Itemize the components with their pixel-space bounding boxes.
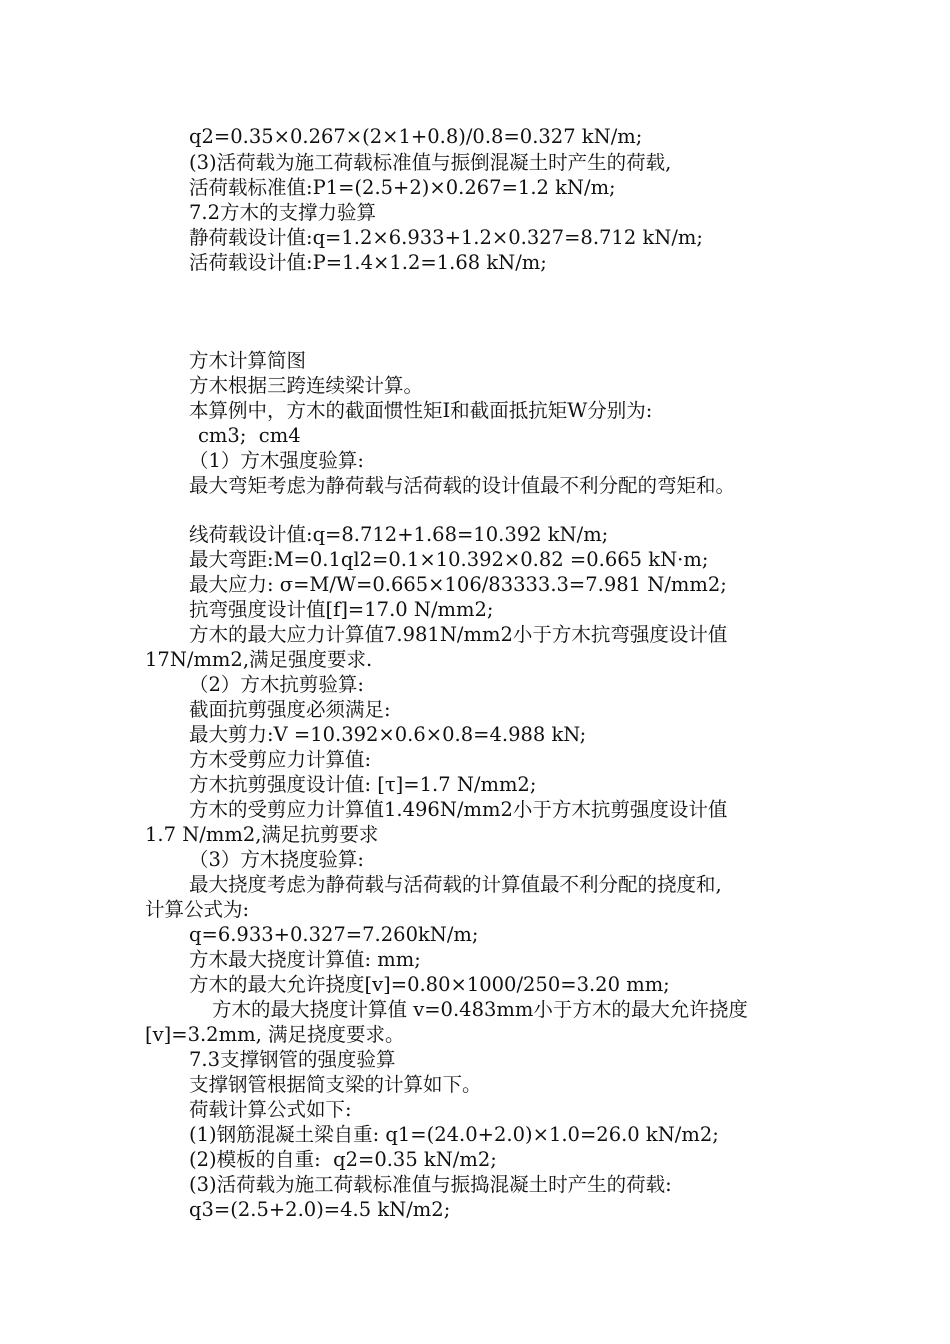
text-line: 最大应力: σ=M/W=0.665×106/83333.3=7.981 N/mm2;: [189, 573, 727, 596]
text-line: 方木抗剪强度设计值: [τ]=1.7 N/mm2;: [189, 773, 537, 796]
subsection-heading: （1）方木强度验算:: [189, 449, 364, 472]
text-line: 线荷载设计值:q=8.712+1.68=10.392 kN/m;: [189, 523, 609, 546]
text-line: 计算公式为:: [145, 898, 250, 921]
subsection-heading: （3）方木挠度验算:: [189, 848, 364, 871]
text-line: 最大剪力:V =10.392×0.6×0.8=4.988 kN;: [189, 723, 587, 746]
text-line: 方木最大挠度计算值: mm;: [189, 948, 421, 971]
text-line: 活荷载标准值:P1=(2.5+2)×0.267=1.2 kN/m;: [189, 176, 616, 199]
section-heading: 7.3支撑钢管的强度验算: [189, 1048, 396, 1071]
text-line: q3=(2.5+2.0)=4.5 kN/m2;: [189, 1198, 451, 1221]
text-line: q2=0.35×0.267×(2×1+0.8)/0.8=0.327 kN/m;: [189, 125, 643, 148]
text-line: 方木受剪应力计算值:: [189, 748, 372, 771]
text-line: 支撑钢管根据简支梁的计算如下。: [189, 1073, 482, 1096]
text-line: q=6.933+0.327=7.260kN/m;: [189, 923, 479, 946]
text-line: 本算例中，方木的截面惯性矩I和截面抵抗矩W分别为:: [189, 399, 653, 422]
text-line: [v]=3.2mm, 满足挠度要求。: [145, 1023, 405, 1046]
text-line: 方木根据三跨连续梁计算。: [189, 374, 424, 397]
text-line: (3)活荷载为施工荷载标准值与振捣混凝土时产生的荷载:: [189, 1173, 672, 1196]
text-line: 方木的最大应力计算值7.981N/mm2小于方木抗弯强度设计值: [189, 623, 728, 646]
section-heading: 7.2方木的支撑力验算: [189, 201, 377, 224]
text-line: (3)活荷载为施工荷载标准值与振倒混凝土时产生的荷载,: [189, 151, 672, 174]
text-line: (1)钢筋混凝土梁自重: q1=(24.0+2.0)×1.0=26.0 kN/m2;: [189, 1123, 719, 1146]
subsection-heading: （2）方木抗剪验算:: [189, 673, 364, 696]
text-line: 1.7 N/mm2,满足抗剪要求: [145, 823, 379, 846]
text-line: 截面抗剪强度必须满足:: [189, 698, 391, 721]
text-line: 荷载计算公式如下:: [189, 1098, 352, 1121]
text-line: (2)模板的自重: q2=0.35 kN/m2;: [189, 1148, 497, 1171]
text-line: 最大挠度考虑为静荷载与活荷载的计算值最不利分配的挠度和,: [189, 873, 722, 896]
text-line: 方木的最大允许挠度[v]=0.80×1000/250=3.20 mm;: [189, 973, 670, 996]
text-line: 方木的受剪应力计算值1.496N/mm2小于方木抗剪强度设计值: [189, 798, 728, 821]
text-line: 抗弯强度设计值[f]=17.0 N/mm2;: [189, 598, 494, 621]
text-line: 17N/mm2,满足强度要求.: [145, 648, 373, 671]
text-line: cm3; cm4: [198, 424, 301, 447]
text-line: 最大弯距:M=0.1ql2=0.1×10.392×0.82 =0.665 kN·m;: [189, 548, 709, 571]
text-line: 最大弯矩考虑为静荷载与活荷载的设计值最不利分配的弯矩和。: [189, 474, 736, 497]
text-line: 方木的最大挠度计算值 v=0.483mm小于方木的最大允许挠度: [212, 998, 748, 1021]
figure-caption: 方木计算简图: [189, 349, 307, 372]
text-line: 静荷载设计值:q=1.2×6.933+1.2×0.327=8.712 kN/m;: [189, 226, 703, 249]
text-line: 活荷载设计值:P=1.4×1.2=1.68 kN/m;: [189, 251, 547, 274]
